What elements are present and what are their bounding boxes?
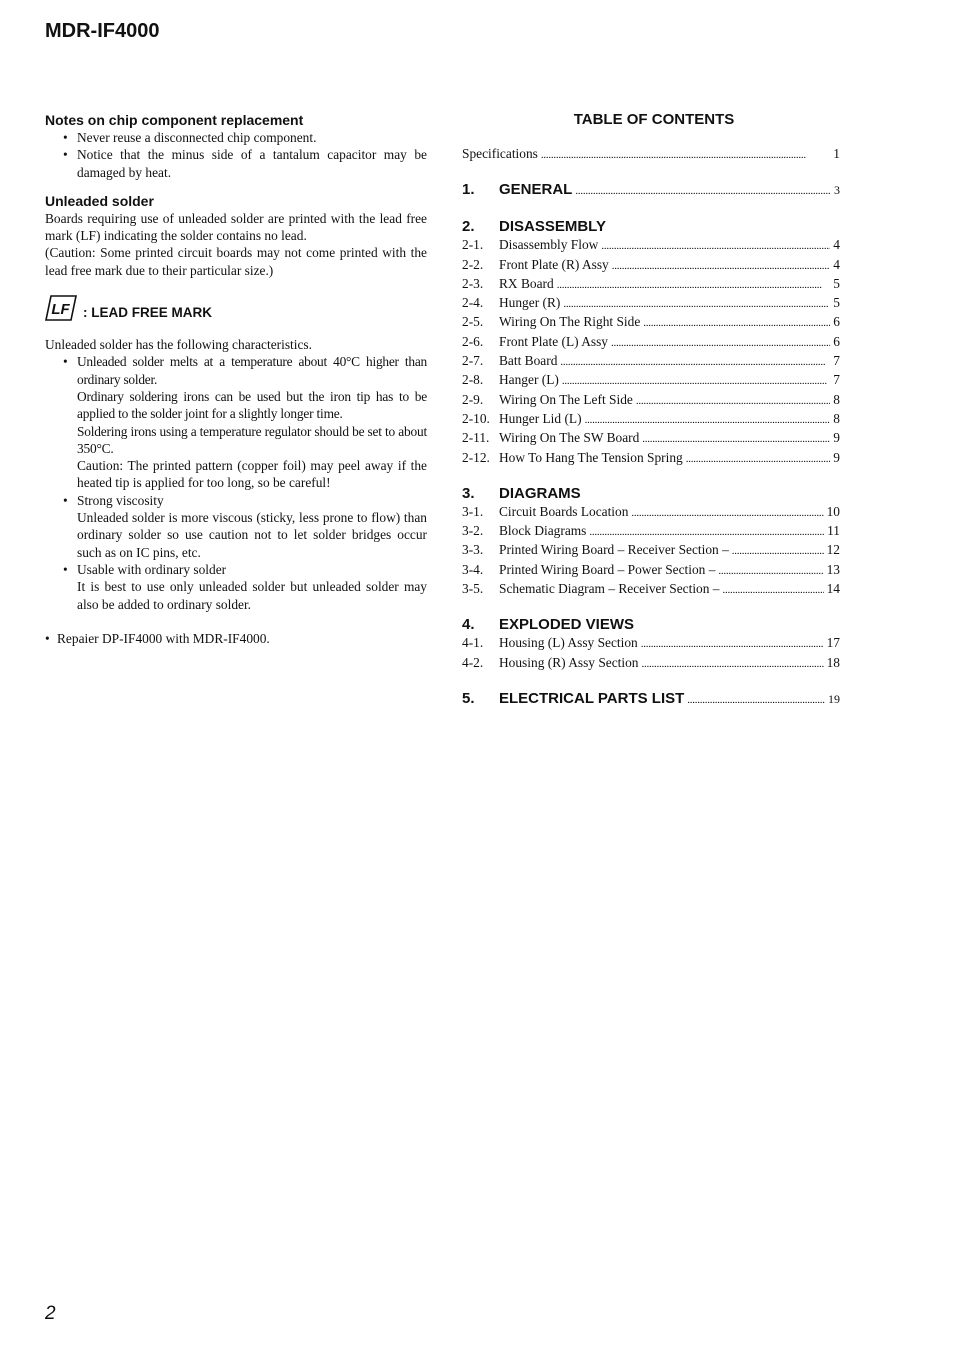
toc-section-number: 5. (462, 689, 475, 707)
toc-item-page: 9 (833, 449, 840, 465)
toc-section-number: 3. (462, 484, 475, 502)
characteristic-line: It is best to use only unleaded solder but unleaded solder may also be added to ordinary solder. (77, 579, 427, 612)
toc-leader-dots (631, 503, 823, 522)
characteristic-item (45, 353, 427, 491)
characteristic-line: • Unleaded solder melts at a temperature about 40°C higher than ordinary solder. (77, 354, 427, 387)
toc-section-heading[interactable] (462, 180, 840, 201)
toc-section-title: ELECTRICAL PARTS LIST (499, 689, 685, 707)
toc-item-number: 2-1. (462, 237, 484, 253)
toc-section-heading[interactable] (462, 689, 840, 710)
toc-section-heading[interactable] (462, 615, 840, 634)
toc-item-number: 3-4. (462, 561, 484, 577)
toc-item-number: 2-4. (462, 295, 484, 311)
toc-item-label: Schematic Diagram – Receiver Section – (499, 581, 720, 597)
toc-item-number: 3-1. (462, 503, 484, 519)
toc-sections (462, 180, 840, 710)
toc-section-title: EXPLODED VIEWS (499, 616, 635, 634)
toc-item[interactable] (462, 236, 840, 255)
chip-note-item: • Notice that the minus side of a tantalum capacitor may be damaged by heat. (45, 146, 427, 181)
toc-section-page: 19 (828, 691, 840, 706)
unleaded-solder-paragraph: Boards requiring use of unleaded solder are printed with the lead free mark (LF) indicating the solder contains no lead. (45, 210, 427, 244)
unleaded-solder-caution: (Caution: Some printed circuit boards may not come printed with the lead free mark due to their particular size.) (45, 245, 427, 278)
characteristic-item (45, 561, 427, 613)
toc-item-page: 8 (833, 410, 840, 426)
toc-leader-dots (585, 410, 831, 429)
toc-item-label: Wiring On The Left Side (499, 391, 633, 407)
toc-item-label: Housing (R) Assy Section (499, 654, 639, 670)
toc-leader-dots (611, 333, 830, 352)
toc-item-label: How To Hang The Tension Spring (499, 449, 683, 465)
toc-item[interactable] (462, 313, 840, 332)
toc-item-number: 2-5. (462, 314, 484, 330)
toc-section-number: 2. (462, 218, 475, 236)
toc-leader-dots (643, 313, 830, 332)
toc-leader-dots (641, 634, 824, 653)
toc-leader-dots (642, 429, 830, 448)
toc-item-label: Printed Wiring Board – Power Section – (499, 561, 716, 577)
toc-item-page: 6 (833, 333, 840, 349)
toc-item[interactable] (462, 256, 840, 275)
toc-item-number: 2-3. (462, 275, 484, 291)
toc-section (462, 484, 840, 599)
toc-leader-dots (612, 256, 831, 275)
toc-item[interactable] (462, 294, 840, 313)
toc-item[interactable] (462, 391, 840, 410)
toc-section (462, 689, 840, 710)
toc-item-label: Specifications (462, 146, 538, 161)
toc-item-number: 3-5. (462, 581, 484, 597)
toc-item-label: Housing (L) Assy Section (499, 635, 638, 651)
toc-leader-dots (723, 580, 824, 599)
toc-section-title: DISASSEMBLY (499, 218, 606, 236)
notes-column (45, 111, 427, 647)
toc-leader-dots (718, 561, 823, 580)
toc-item-page: 12 (826, 542, 840, 558)
characteristic-line: Soldering irons using a temperature regulator should be set to about 350°C. (77, 423, 427, 456)
toc-item-page: 4 (833, 237, 840, 253)
toc-item[interactable] (462, 333, 840, 352)
toc-item-number: 2-10. (462, 410, 490, 426)
toc-item-page: 14 (826, 581, 840, 597)
toc-item-page: 9 (833, 430, 840, 446)
toc-item-number: 2-2. (462, 256, 484, 272)
toc-item[interactable] (462, 580, 840, 599)
toc-item-number: 3-2. (462, 523, 484, 539)
toc-section-title: GENERAL (499, 181, 573, 199)
toc-item-number: 2-7. (462, 353, 484, 369)
toc-item-label: Front Plate (R) Assy (499, 256, 609, 272)
toc-item-page: 8 (833, 391, 840, 407)
toc-item-page: 13 (826, 561, 840, 577)
toc-section (462, 180, 840, 201)
toc-section-number: 1. (462, 181, 475, 199)
toc-item[interactable] (462, 410, 840, 429)
toc-item-label: Hunger (R) (499, 295, 561, 311)
toc-item[interactable] (462, 634, 840, 653)
model-title: MDR-IF4000 (45, 20, 160, 42)
toc-item-label: Block Diagrams (499, 523, 587, 539)
toc-item-page: 5 (833, 295, 840, 311)
toc-item[interactable] (462, 449, 840, 468)
toc-item-page: 17 (826, 635, 840, 651)
toc-item-page: 5 (833, 275, 840, 291)
toc-leader-dots (589, 522, 824, 541)
toc-item[interactable] (462, 352, 840, 371)
toc-item[interactable] (462, 541, 840, 560)
characteristic-line: • Usable with ordinary solder (77, 561, 227, 577)
toc-item-label: Printed Wiring Board – Receiver Section – (499, 542, 729, 558)
toc-section (462, 217, 840, 468)
toc-section (462, 615, 840, 673)
toc-leader-dots (563, 294, 830, 313)
toc-item[interactable] (462, 503, 840, 522)
toc-item[interactable] (462, 275, 840, 294)
toc-item-label: Front Plate (L) Assy (499, 333, 608, 349)
lead-free-mark-row (45, 294, 427, 322)
toc-leader-dots (575, 180, 831, 201)
toc-section-heading[interactable] (462, 484, 840, 503)
toc-item[interactable] (462, 654, 840, 673)
repair-note: • Repaier DP-IF4000 with MDR-IF4000. (45, 630, 270, 646)
characteristic-line: • Strong viscosity (77, 492, 164, 508)
toc-item-page: 1 (833, 146, 840, 161)
toc-item-label: Wiring On The Right Side (499, 314, 641, 330)
table-of-contents (462, 111, 840, 710)
toc-leader-dots (687, 689, 825, 710)
toc-leader-dots (642, 654, 824, 673)
lead-free-logo-text: LF (51, 301, 70, 319)
chip-note-item: • Never reuse a disconnected chip component. (45, 129, 427, 146)
toc-leader-dots (541, 145, 830, 164)
characteristic-line: Unleaded solder is more viscous (sticky, less prone to flow) than ordinary solder so use caution not to let solder bridges occur such as on IC pins, etc. (77, 510, 427, 560)
toc-item[interactable] (462, 522, 840, 541)
characteristic-line: Ordinary soldering irons can be used but the iron tip has to be applied to the solder joint for a slightly longer time. (77, 388, 427, 422)
toc-item-label: Hunger Lid (L) (499, 410, 582, 426)
toc-leader-dots (562, 371, 830, 390)
toc-leader-dots (557, 275, 831, 294)
toc-item-page: 6 (833, 314, 840, 330)
toc-section-number: 4. (462, 616, 475, 634)
toc-item-number: 2-11. (462, 430, 490, 446)
chip-notes-list (45, 129, 427, 181)
characteristic-line: Caution: The printed pattern (copper foil) may peel away if the heated tip is applied for too long, so be careful! (77, 458, 427, 491)
toc-item-label: Circuit Boards Location (499, 503, 629, 519)
toc-item-number: 2-6. (462, 333, 484, 349)
toc-leader-dots (601, 236, 830, 255)
toc-item-page: 11 (827, 523, 840, 539)
toc-item-label: Wiring On The SW Board (499, 430, 640, 446)
toc-title: TABLE OF CONTENTS (573, 111, 735, 128)
toc-item-page: 7 (833, 353, 840, 369)
page-number: 2 (45, 1303, 56, 1324)
chip-replacement-heading: Notes on chip component replacement (45, 112, 304, 128)
toc-item-number: 4-1. (462, 635, 484, 651)
characteristics-intro: Unleaded solder has the following characteristics. (45, 337, 312, 353)
toc-item[interactable] (462, 371, 840, 390)
toc-item-page: 10 (826, 503, 840, 519)
toc-leader-dots (686, 449, 831, 468)
toc-item-label: Disassembly Flow (499, 237, 599, 253)
toc-item-page: 7 (833, 372, 840, 388)
unleaded-solder-heading: Unleaded solder (45, 192, 154, 209)
toc-section-heading[interactable] (462, 217, 840, 236)
toc-leader-dots (732, 541, 824, 560)
toc-item-number: 2-12. (462, 449, 490, 465)
toc-item-specifications[interactable] (462, 145, 840, 164)
toc-item[interactable] (462, 429, 840, 448)
toc-item[interactable] (462, 561, 840, 580)
toc-section-page: 3 (834, 183, 840, 198)
toc-section-title: DIAGRAMS (499, 484, 581, 502)
toc-item-page: 18 (826, 654, 840, 670)
toc-item-label: Hanger (L) (499, 372, 559, 388)
toc-item-number: 2-8. (462, 372, 484, 388)
toc-item-label: RX Board (499, 275, 554, 291)
lead-free-mark-label: : LEAD FREE MARK (83, 305, 212, 321)
toc-item-number: 4-2. (462, 654, 484, 670)
toc-item-page: 4 (833, 256, 840, 272)
characteristic-item (45, 492, 427, 561)
toc-leader-dots (560, 352, 830, 371)
characteristics-list (45, 353, 427, 612)
lead-free-mark-icon (45, 295, 77, 321)
repair-note-text: Repaier DP-IF4000 with MDR-IF4000. (57, 630, 270, 646)
toc-item-label: Batt Board (499, 353, 558, 369)
toc-item-number: 3-3. (462, 542, 484, 558)
toc-item-number: 2-9. (462, 391, 484, 407)
toc-leader-dots (636, 391, 830, 410)
